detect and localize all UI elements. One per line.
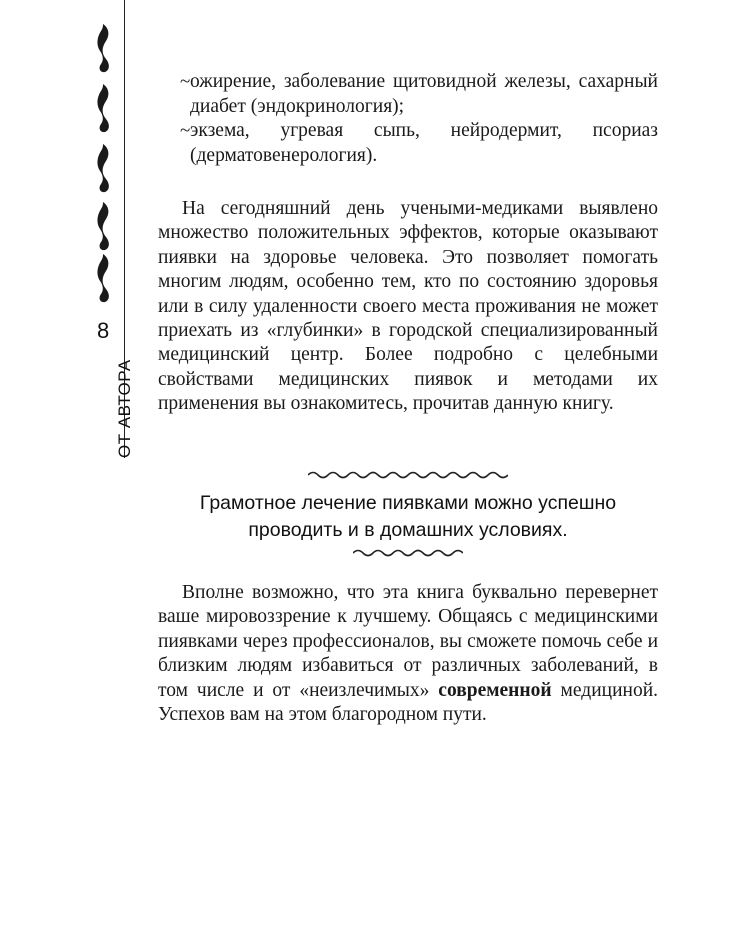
leech-icon	[95, 252, 117, 304]
paragraph-intro: На сегодняшний день учеными-медиками выявлено множество положительных эффектов, которые оказывают пиявки на здоровье человека. Это позволяет помогать многим людям, особенно тем, кто по состоянию здоровья или в силу удаленности своего места проживания не может приехать из «глубинки» в городской специализированный медицинский центр. Более подробно с целебными свойствами медицинских пиявок и методами их применения вы ознакомитесь, прочитав данную книгу.	[158, 198, 658, 415]
paragraph-text: медициной. Успехов вам на этом благородном пути.	[158, 679, 659, 726]
page-number: 8	[97, 318, 110, 343]
tilde-bullet-icon: ~	[180, 120, 191, 141]
quote-line-1: Грамотное лечение пиявками можно успешно	[199, 492, 617, 514]
leech-icon	[95, 22, 117, 74]
list-item-text: экзема, угревая сыпь, нейродермит, псориаз (дерматовенерология).	[190, 120, 658, 166]
wave-divider-icon	[353, 548, 463, 558]
wave-divider-icon	[308, 470, 508, 480]
list-item	[158, 119, 658, 168]
leech-icon	[95, 142, 117, 194]
quote-line-2: проводить и в домашних условиях.	[248, 519, 568, 541]
paragraph-text: Вполне возможно, что эта книга буквально перевернет ваше мировоззрение к лучшему. Общаясь с медицинскими пиявками через профессионалов, вы сможете помочь себе и близким людям избавиться от различных заболеваний, в том числе и от «неизлечимых»	[158, 582, 658, 701]
paragraph-closing	[158, 581, 658, 727]
list-item	[158, 70, 658, 119]
bold-word: современной	[438, 679, 552, 701]
bullet-list	[158, 70, 658, 168]
section-title: ОТ АВТОРА	[115, 359, 134, 458]
pull-quote	[150, 470, 666, 558]
tilde-bullet-icon: ~	[180, 71, 191, 92]
leech-icon	[95, 82, 117, 134]
leech-icon	[95, 200, 117, 252]
list-item-text: ожирение, заболевание щитовидной железы, сахарный диабет (эндокринология);	[190, 71, 658, 117]
